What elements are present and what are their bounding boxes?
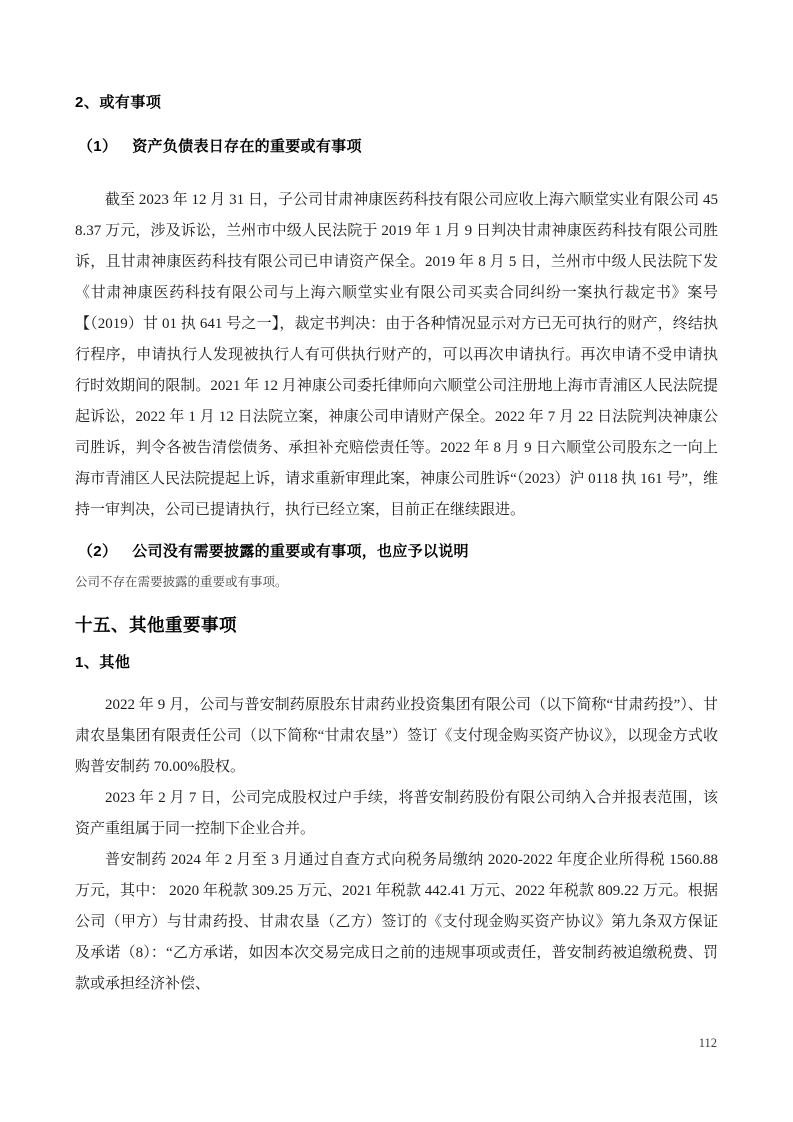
heading-other-important-matters: 十五、其他重要事项 <box>75 615 237 635</box>
heading-contingencies: 2、或有事项 <box>75 94 162 111</box>
page-content <box>75 0 718 1000</box>
subheading-number: （1） <box>78 138 118 155</box>
paragraph-tax-payment: 普安制药 2024 年 2 月至 3 月通过自查方式向税务局缴纳 2020-2022 年度企业所得税 1560.88 万元，其中： 2020 年税款 309.25 万元、2021 年税款 442.41 万元、2022 年税款 809.22 万元。根据公司（甲方）与甘肃药投、甘肃农垦（乙方）签订的《支付现金购买资产协议》第九条双方保证及承诺（8）：“乙方承诺，如因本次交易完成日之前的违规事项或责任，普安制药被追缴税费、罚款或承担经济补偿、 <box>75 852 718 992</box>
paragraph-acquisition-agreement: 2022 年 9 月，公司与普安制药原股东甘肃药业投资集团有限公司（以下简称“甘肃药投”）、甘肃农垦集团有限责任公司（以下简称“甘肃农垦”）签订《支付现金购买资产协议》，以现金方式收购普安制药 70.00%股权。 <box>75 697 718 775</box>
subheading-number: （2） <box>78 543 118 560</box>
subheading-other: 1、其他 <box>75 654 131 671</box>
subheading-title: 资产负债表日存在的重要或有事项 <box>132 138 362 155</box>
note-no-contingencies: 公司不存在需要披露的重要或有事项。 <box>75 575 288 589</box>
subheading-balance-sheet-contingencies <box>75 137 718 157</box>
paragraph-litigation-details: 截至 2023 年 12 月 31 日，子公司甘肃神康医药科技有限公司应收上海六顺堂实业有限公司 458.37 万元，涉及诉讼，兰州市中级人民法院于 2019 年 1 月 9 日判决甘肃神康医药科技有限公司胜诉，且甘肃神康医药科技有限公司已申请资产保全。2019 年 8 月 5 日，兰州市中级人民法院下发《甘肃神康医药科技有限公司与上海六顺堂实业有限公司买卖合同纠纷一案执行裁定书》案号【（2019）甘 01 执 641 号之一】，裁定书判决：由于各种情况显示对方已无可执行的财产，终结执行程序，申请执行人发现被执行人有可供执行财产的，可以再次申请执行。再次申请不受申请执行时效期间的限制。2021 年 12 月神康公司委托律师向六顺堂公司注册地上海市青浦区人民法院提起诉讼，2022 年 1 月 12 日法院立案，神康公司申请财产保全。2022 年 7 月 22 日法院判决神康公司胜诉，判令各被告清偿债务、承担补充赔偿责任等。2022 年 8 月 9 日六顺堂公司股东之一向上海市青浦区人民法院提起上诉，请求重新审理此案，神康公司胜诉“（2023）沪 0118 执 161 号”，维持一审判决，公司已提请执行，执行已经立案，目前正在继续跟进。 <box>75 192 718 518</box>
subheading-title: 公司没有需要披露的重要或有事项，也应予以说明 <box>132 543 469 560</box>
page-number: 112 <box>698 1036 717 1050</box>
paragraph-equity-transfer: 2023 年 2 月 7 日，公司完成股权过户手续，将普安制药股份有限公司纳入合并报表范围，该资产重组属于同一控制下企业合并。 <box>75 790 718 837</box>
subheading-no-disclosure-needed <box>75 542 718 562</box>
